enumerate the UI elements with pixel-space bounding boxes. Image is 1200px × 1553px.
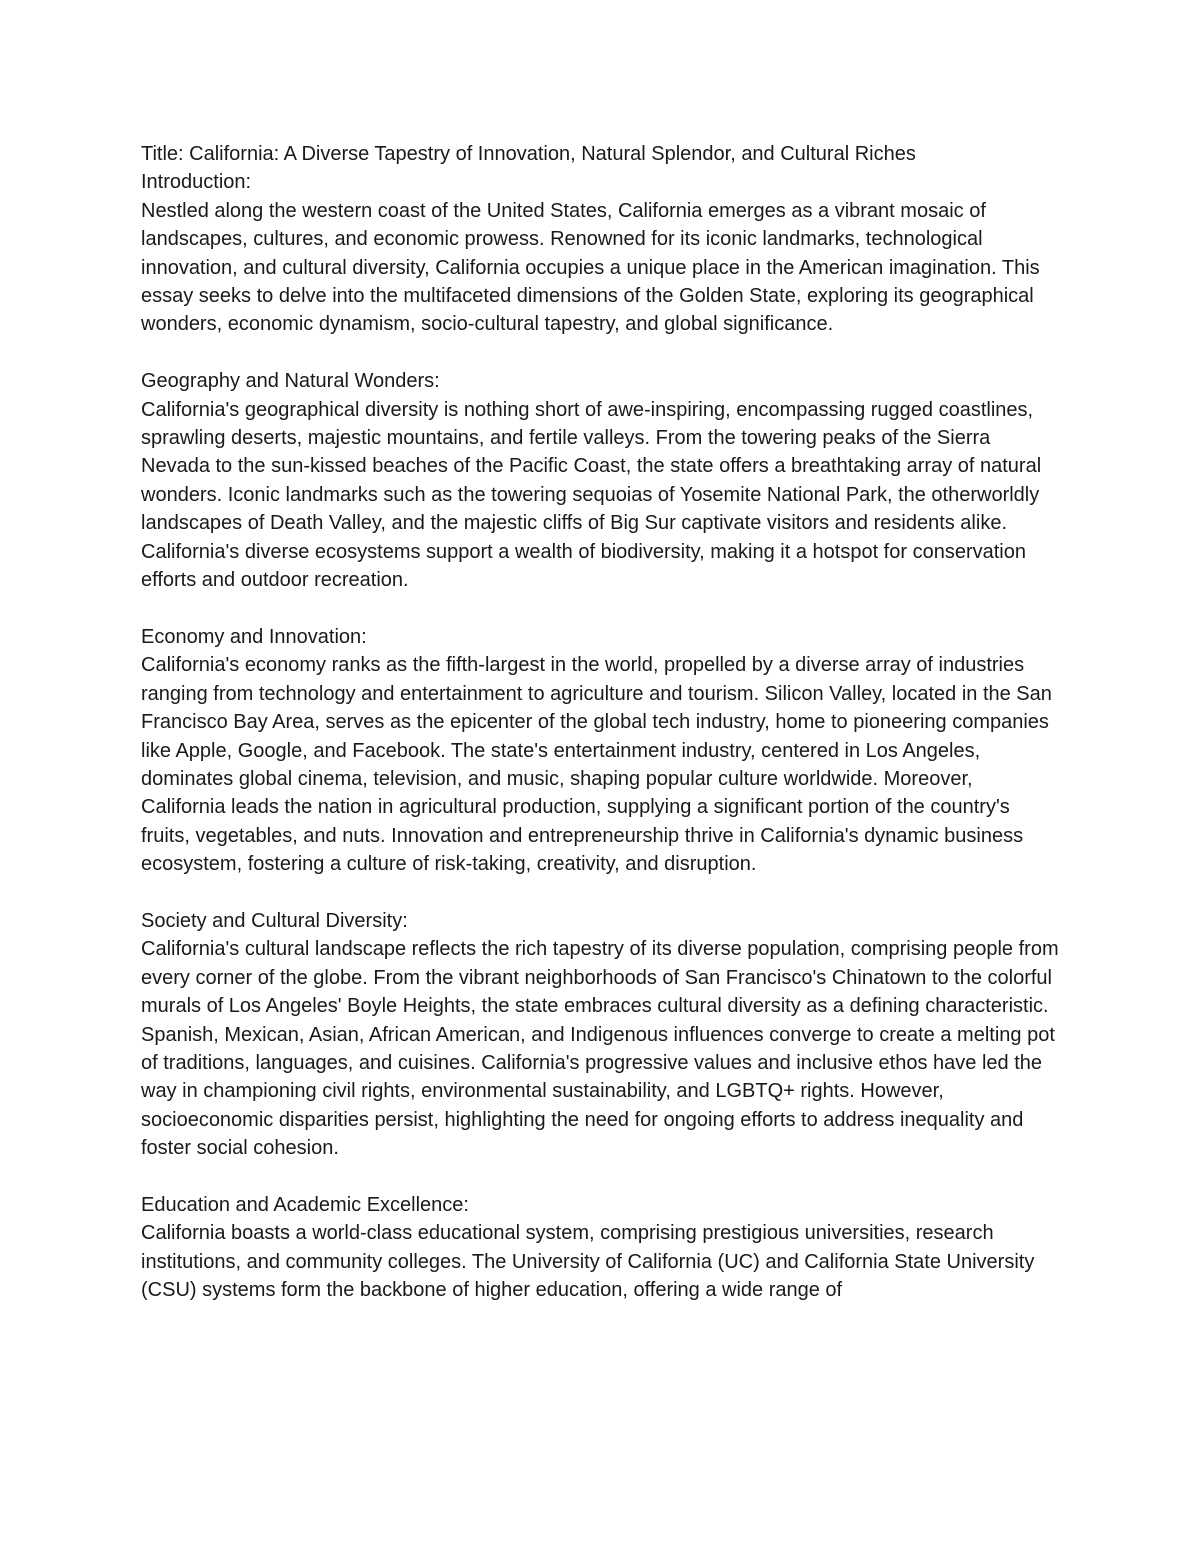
section-education	[141, 1191, 1061, 1305]
document-title: Title: California: A Diverse Tapestry of Innovation, Natural Splendor, and Cultural Riches	[141, 143, 916, 165]
section-heading: Society and Cultural Diversity:	[141, 909, 408, 932]
section-society	[141, 907, 1061, 1163]
section-heading: Geography and Natural Wonders:	[141, 370, 440, 393]
section-heading: Economy and Innovation:	[141, 625, 367, 648]
section-introduction	[141, 168, 1061, 338]
section-body: California boasts a world-class educational system, comprising prestigious universities, research institutions, and community colleges. The University of California (UC) and California State University (CSU) systems form the backbone of higher education, offering a wide range of	[141, 1222, 1035, 1302]
section-economy	[141, 623, 1061, 879]
section-body: California's cultural landscape reflects the rich tapestry of its diverse population, comprising people from every corner of the globe. From the vibrant neighborhoods of San Francisco's Chinatown to the colorful murals of Los Angeles' Boyle Heights, the state embraces cultural diversity as a defining characteristic. Spanish, Mexican, Asian, African American, and Indigenous influences converge to create a melting pot of traditions, languages, and cuisines. California's progressive values and inclusive ethos have led the way in championing civil rights, environmental sustainability, and LGBTQ+ rights. However, socioeconomic disparities persist, highlighting the need for ongoing efforts to address inequality and foster social cohesion.	[141, 938, 1059, 1160]
section-body: California's geographical diversity is nothing short of awe-inspiring, encompassing rugged coastlines, sprawling deserts, majestic mountains, and fertile valleys. From the towering peaks of the Sierra Nevada to the sun-kissed beaches of the Pacific Coast, the state offers a breathtaking array of natural wonders. Iconic landmarks such as the towering sequoias of Yosemite National Park, the otherworldly landscapes of Death Valley, and the majestic cliffs of Big Sur captivate visitors and residents alike. California's diverse ecosystems support a wealth of biodiversity, making it a hotspot for conservation efforts and outdoor recreation.	[141, 398, 1042, 592]
section-heading: Education and Academic Excellence:	[141, 1193, 469, 1216]
section-heading: Introduction:	[141, 171, 252, 194]
section-body: Nestled along the western coast of the United States, California emerges as a vibrant mosaic of landscapes, cultures, and economic prowess. Renowned for its iconic landmarks, technological innovation, and cultural diversity, California occupies a unique place in the American imagination. This essay seeks to delve into the multifaceted dimensions of the Golden State, exploring its geographical wonders, economic dynamism, socio-cultural tapestry, and global significance.	[141, 199, 1040, 336]
section-body: California's economy ranks as the fifth-largest in the world, propelled by a diverse array of industries ranging from technology and entertainment to agriculture and tourism. Silicon Valley, located in the San Francisco Bay Area, serves as the epicenter of the global tech industry, home to pioneering companies like Apple, Google, and Facebook. The state's entertainment industry, centered in Los Angeles, dominates global cinema, television, and music, shaping popular culture worldwide. Moreover, California leads the nation in agricultural production, supplying a significant portion of the country's fruits, vegetables, and nuts. Innovation and entrepreneurship thrive in California's dynamic business ecosystem, fostering a culture of risk-taking, creativity, and disruption.	[141, 654, 1052, 876]
section-geography	[141, 367, 1061, 594]
document-page	[141, 140, 1061, 1305]
